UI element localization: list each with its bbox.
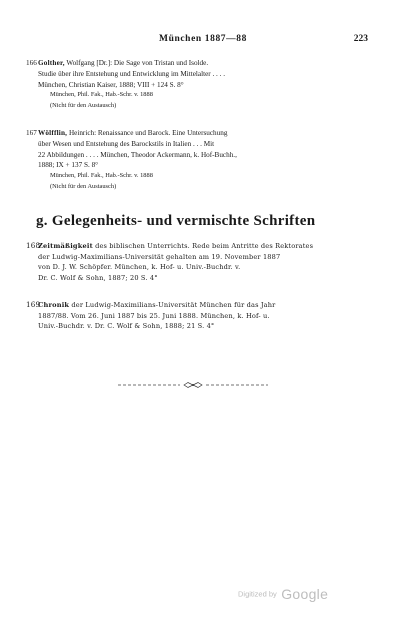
entry-number: 167 bbox=[26, 129, 37, 137]
entry-line bbox=[38, 300, 368, 311]
page-number: 223 bbox=[353, 34, 368, 44]
watermark-logo: Google bbox=[281, 585, 329, 602]
entry-title: der Ludwig-Maximilians-Universität München für das Jahr bbox=[69, 301, 276, 309]
entry-line: 1887/88. Vom 26. Juni 1887 bis 25. Juni 1888. München, k. Hof- u. bbox=[38, 311, 270, 320]
entry-number: 168 bbox=[26, 241, 41, 250]
entry-title: Wolfgang [Dr.]: Die Sage von Tristan und Isolde. bbox=[64, 59, 209, 67]
entry-number: 169 bbox=[26, 300, 41, 309]
entry-author: Wölfflin, bbox=[38, 129, 68, 137]
bibliography-entry-167 bbox=[26, 128, 368, 193]
entry-line: Univ.-Buchdr. v. Dr. C. Wolf & Sohn, 1888; 21 S. 4° bbox=[38, 322, 215, 331]
entry-line: Dr. C. Wolf & Sohn, 1887; 20 S. 4° bbox=[38, 273, 158, 282]
entry-author: Zeitmäßigkeit bbox=[38, 242, 93, 250]
entry-line: von D. J. W. Schöpfer. München, k. Hof- u. Univ.-Buchdr. v. bbox=[38, 263, 241, 272]
running-header bbox=[38, 34, 368, 48]
entry-note: München, Phil. Fak., Hab.-Schr. v. 1888 bbox=[50, 172, 153, 180]
entry-title: Heinrich: Renaissance und Barock. Eine Untersuchung bbox=[67, 129, 228, 137]
entry-note: München, Phil. Fak., Hab.-Schr. v. 1888 bbox=[50, 91, 153, 99]
entry-line: über Wesen und Entstehung des Barockstils in Italien . . . Mit bbox=[38, 139, 215, 148]
bibliography-entry-169 bbox=[26, 300, 368, 332]
entry-line: Studie über ihre Entstehung und Entwicklung im Mittelalter . . . . bbox=[38, 69, 226, 78]
header-title: München 1887—88 bbox=[159, 34, 247, 44]
entry-author: Golther, bbox=[38, 59, 65, 67]
entry-note: (Nicht für den Austausch) bbox=[50, 182, 117, 190]
entry-title: des biblischen Unterrichts. Rede beim Antritte des Rektorates bbox=[92, 242, 314, 250]
entry-number: 166 bbox=[26, 59, 37, 67]
bibliography-entry-166 bbox=[26, 58, 368, 112]
ornamental-rule bbox=[118, 382, 268, 388]
entry-line: der Ludwig-Maximilians-Universität gehalten am 19. November 1887 bbox=[38, 252, 281, 261]
entry-line bbox=[38, 128, 368, 139]
entry-line: 1888; IX + 137 S. 8° bbox=[38, 161, 99, 170]
entry-line: 22 Abbildungen . . . . München, Theodor Ackermann, k. Hof-Buchh., bbox=[38, 150, 237, 159]
entry-line bbox=[38, 241, 368, 252]
entry-line: München, Christian Kaiser, 1888; VIII + 124 S. 8° bbox=[38, 80, 184, 89]
digitization-watermark bbox=[238, 585, 328, 603]
section-heading: g. Gelegenheits- und vermischte Schriften bbox=[36, 213, 316, 229]
entry-line bbox=[38, 58, 368, 69]
entry-author: Chronik bbox=[38, 301, 70, 309]
entry-note: (Nicht für den Austausch) bbox=[50, 102, 117, 110]
bibliography-entry-168 bbox=[26, 241, 368, 283]
watermark-prefix: Digitized by bbox=[238, 589, 277, 599]
